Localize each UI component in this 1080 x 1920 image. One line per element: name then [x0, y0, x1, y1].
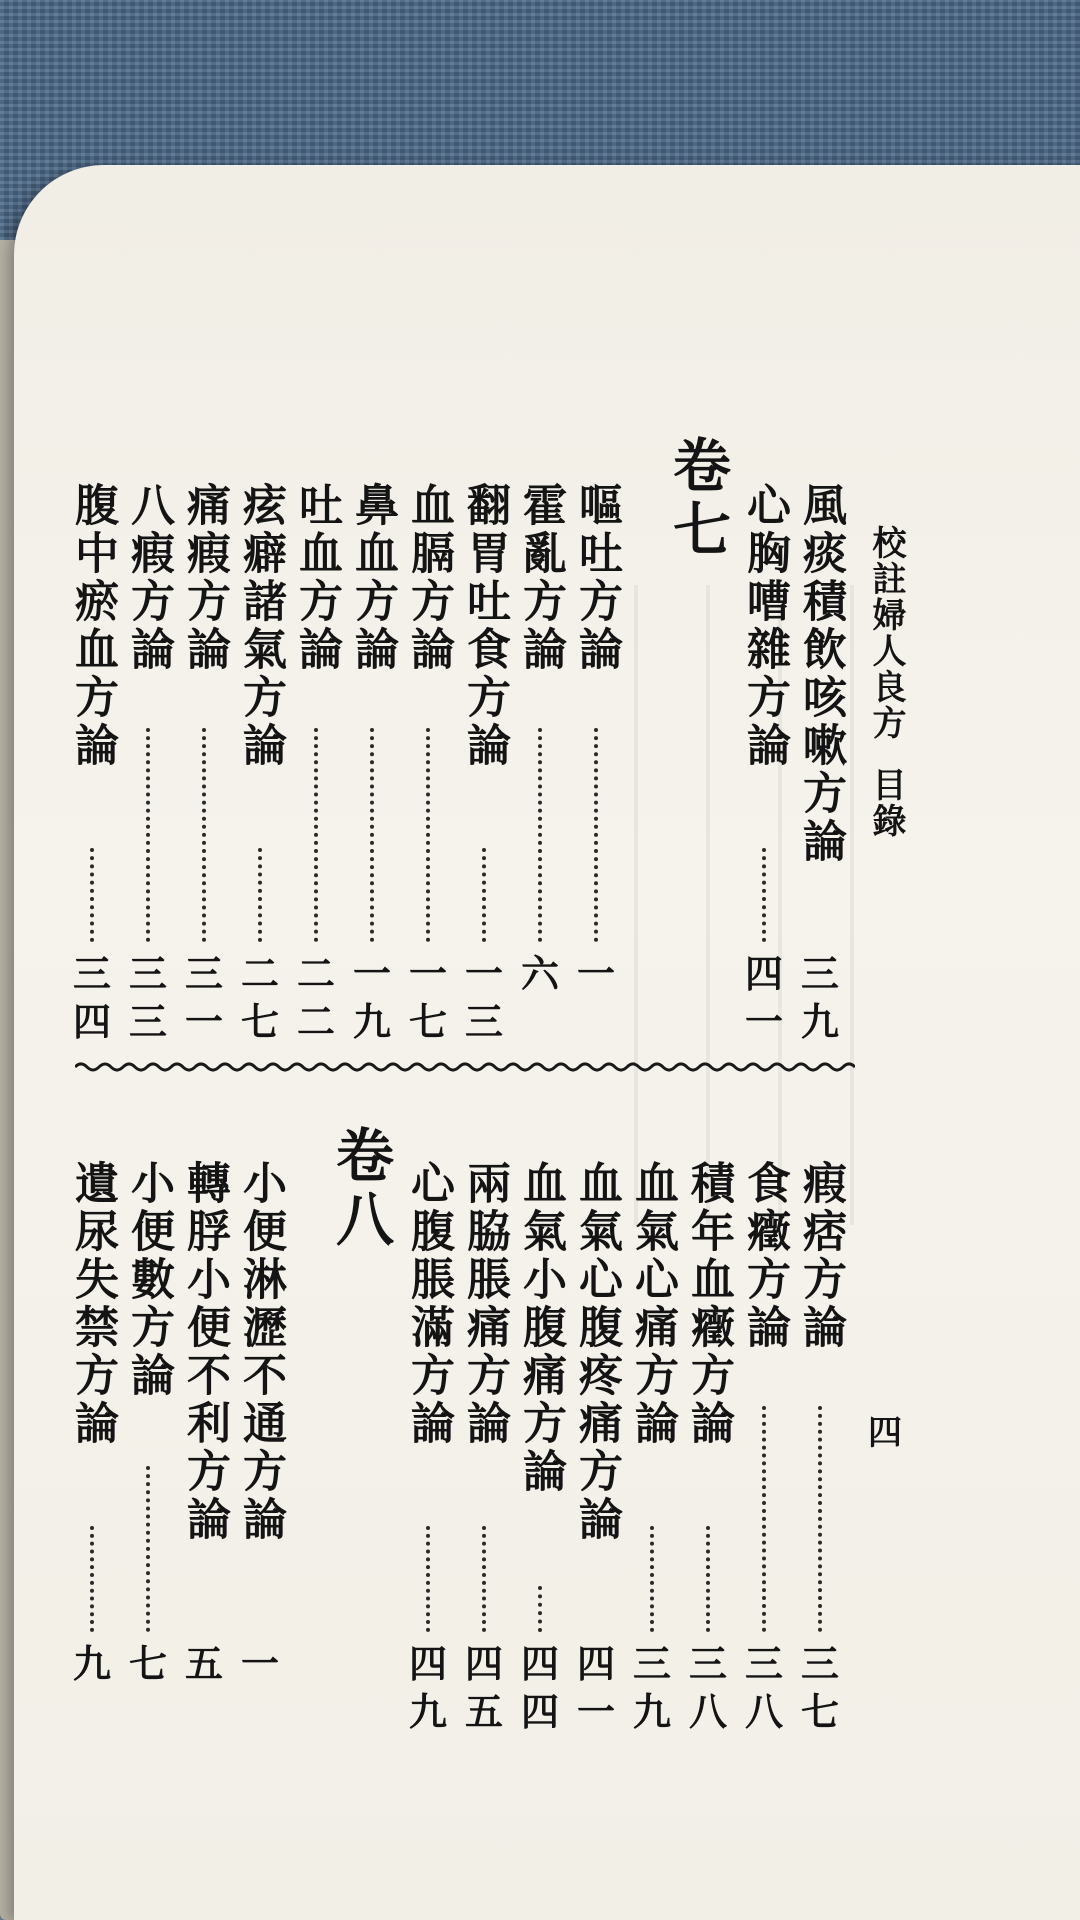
toc-entry-title: 嘔吐方論: [571, 482, 622, 674]
toc-entry-title: 瘕痞方論: [795, 1160, 846, 1352]
toc-entry[interactable]: [512, 1160, 568, 1496]
dotted-leader: [90, 1526, 94, 1632]
top-page-ref: 一 七: [408, 951, 447, 1044]
bottom-page-ref: 三 八: [744, 1641, 783, 1734]
toc-entry[interactable]: [512, 482, 568, 674]
toc-entry-title: 血氣心腹疼痛方論: [571, 1160, 622, 1544]
bottom-page-ref: 四 一: [576, 1641, 615, 1734]
toc-entry[interactable]: [568, 482, 624, 674]
dotted-leader: [202, 728, 206, 942]
toc-entry[interactable]: [176, 482, 232, 674]
toc-entry-title: 翻胃吐食方論: [459, 482, 510, 770]
toc-entry[interactable]: [792, 1160, 848, 1352]
toc-entry-title: 痛瘕方論: [179, 482, 230, 674]
top-page-ref: 二 二: [296, 951, 335, 1044]
toc-entry-title: 遺尿失禁方論: [67, 1160, 118, 1448]
dotted-leader: [650, 1526, 654, 1632]
toc-entry-title: 腹中瘀血方論: [67, 482, 118, 770]
toc-entry[interactable]: [64, 482, 120, 770]
toc-entry[interactable]: [400, 482, 456, 674]
dotted-leader: [538, 728, 542, 942]
toc-entry[interactable]: [232, 482, 288, 770]
volume-label-8: 卷八: [326, 1125, 394, 1253]
toc-entry-title: 痃癖諸氣方論: [235, 482, 286, 770]
dotted-leader: [146, 728, 150, 942]
toc-entry-title: 積年血癥方論: [683, 1160, 734, 1448]
section-divider: [75, 1060, 855, 1074]
bottom-page-ref: 三 七: [800, 1641, 839, 1734]
toc-entry-title: 血氣小腹痛方論: [515, 1160, 566, 1496]
toc-entry[interactable]: [624, 1160, 680, 1448]
dotted-leader: [818, 1406, 822, 1632]
toc-entry-title: 心胸嘈雜方論: [739, 482, 790, 770]
toc-entry[interactable]: [344, 482, 400, 674]
toc-entry-title: 鼻血方論: [347, 482, 398, 674]
bottom-page-ref: 九: [72, 1641, 111, 1686]
toc-entry-title: 吐血方論: [291, 482, 342, 674]
toc-entry-title: 血膈方論: [403, 482, 454, 674]
toc-entry[interactable]: [792, 482, 848, 866]
dotted-leader: [482, 1526, 486, 1632]
dotted-leader: [146, 1466, 150, 1632]
top-page-ref: 一: [576, 951, 615, 996]
bottom-page-ref: 五: [184, 1641, 223, 1686]
dotted-leader: [482, 848, 486, 942]
top-page-ref: 三 一: [184, 951, 223, 1044]
section-title: 目錄: [866, 767, 906, 839]
toc-entry[interactable]: [736, 1160, 792, 1352]
bottom-page-ref: 一: [240, 1641, 279, 1686]
toc-entry[interactable]: [456, 482, 512, 770]
dotted-leader: [426, 1526, 430, 1632]
dotted-leader: [90, 848, 94, 942]
toc-entry-title: 八瘕方論: [123, 482, 174, 674]
toc-entry[interactable]: [568, 1160, 624, 1544]
dotted-leader: [594, 728, 598, 942]
dotted-leader: [762, 848, 766, 942]
toc-entry[interactable]: [456, 1160, 512, 1448]
dotted-leader: [706, 1526, 710, 1632]
top-page-ref: 四 一: [744, 951, 783, 1044]
toc-entry[interactable]: [736, 482, 792, 770]
toc-entry-title: 兩脇脹痛方論: [459, 1160, 510, 1448]
bottom-page-ref: 三 九: [632, 1641, 671, 1734]
top-page-ref: 三 三: [128, 951, 167, 1044]
toc-entry[interactable]: [120, 482, 176, 674]
bottom-page-ref: 三 八: [688, 1641, 727, 1734]
book-title: 校註婦人良方: [866, 525, 906, 741]
top-page-ref: 三 四: [72, 951, 111, 1044]
toc-entry[interactable]: [288, 482, 344, 674]
book-header: [862, 525, 911, 839]
page-number: 四: [868, 1413, 902, 1453]
bottom-page-ref: 四 五: [464, 1641, 503, 1734]
toc-entry[interactable]: [680, 1160, 736, 1448]
top-page-ref: 六: [520, 951, 559, 996]
volume-label-7: 卷七: [663, 435, 731, 563]
dotted-leader: [258, 848, 262, 942]
dotted-leader: [762, 1406, 766, 1632]
dotted-leader: [370, 728, 374, 942]
bottom-page-ref: 四 四: [520, 1641, 559, 1734]
dotted-leader: [314, 728, 318, 942]
dotted-leader: [538, 1586, 542, 1632]
toc-entry[interactable]: [120, 1160, 176, 1400]
toc-entry[interactable]: [176, 1160, 232, 1544]
top-page-ref: 一 九: [352, 951, 391, 1044]
top-page-ref: 三 九: [800, 951, 839, 1044]
toc-entry-title: 風痰積飲咳嗽方論: [795, 482, 846, 866]
dotted-leader: [426, 728, 430, 942]
toc-entry-title: 霍亂方論: [515, 482, 566, 674]
toc-entry-title: 小便數方論: [123, 1160, 174, 1400]
toc-entry[interactable]: [64, 1160, 120, 1448]
toc-entry-title: 小便淋瀝不通方論: [235, 1160, 286, 1544]
toc-entry[interactable]: [400, 1160, 456, 1448]
bottom-page-ref: 四 九: [408, 1641, 447, 1734]
top-page-ref: 二 七: [240, 951, 279, 1044]
toc-entry-title: 轉脬小便不利方論: [179, 1160, 230, 1544]
top-page-ref: 一 三: [464, 951, 503, 1044]
toc-entry[interactable]: [232, 1160, 288, 1544]
toc-entry-title: 心腹脹滿方論: [403, 1160, 454, 1448]
bottom-page-ref: 七: [128, 1641, 167, 1686]
toc-entry-title: 血氣心痛方論: [627, 1160, 678, 1448]
toc-entry-title: 食癥方論: [739, 1160, 790, 1352]
